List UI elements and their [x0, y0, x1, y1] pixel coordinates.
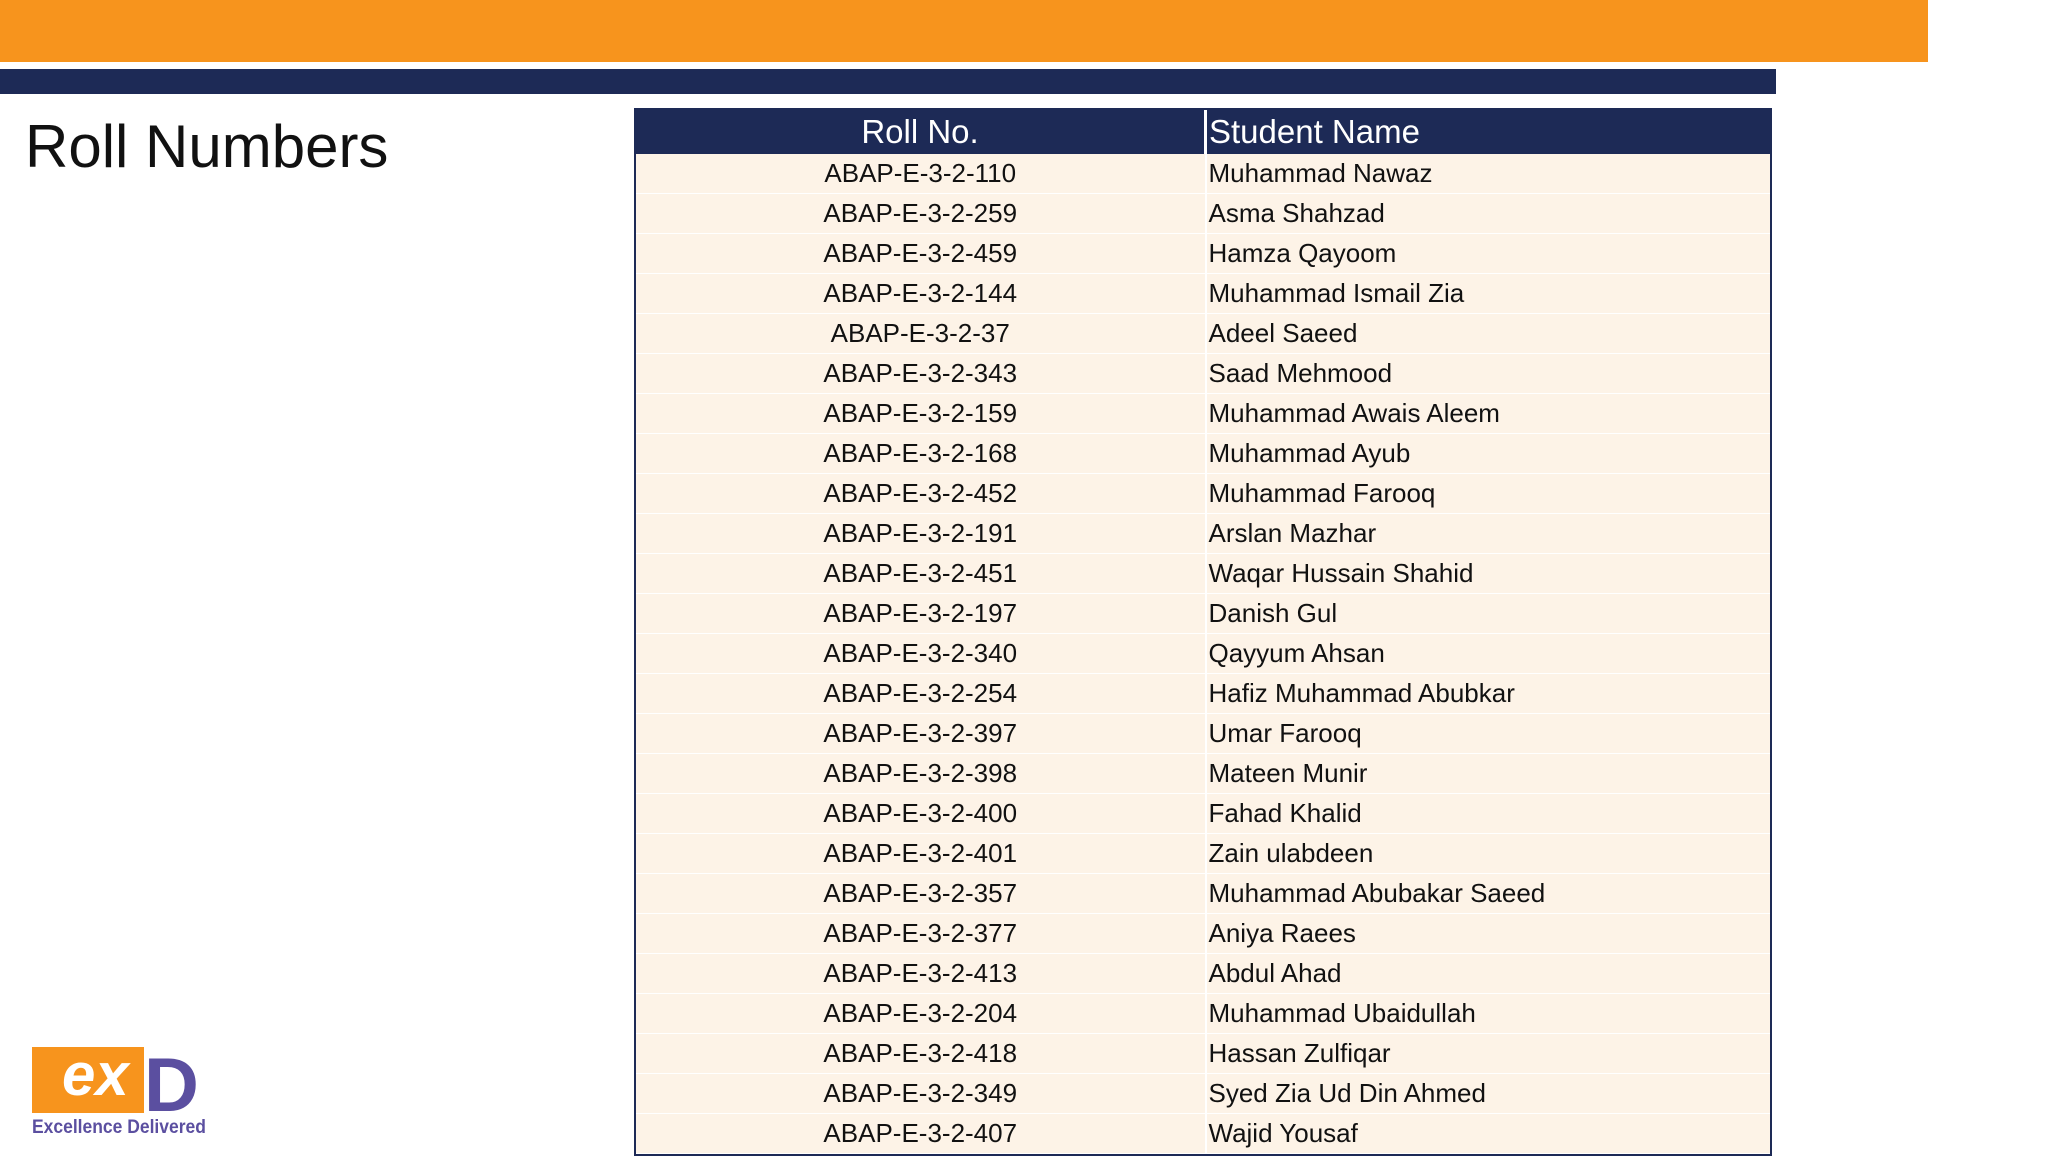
column-header-roll-no: Roll No.: [636, 110, 1206, 154]
roll-number-cell: ABAP-E-3-2-159: [636, 394, 1206, 434]
student-name-cell: Hafiz Muhammad Abubkar: [1206, 674, 1771, 714]
roll-number-cell: ABAP-E-3-2-349: [636, 1074, 1206, 1114]
roll-number-cell: ABAP-E-3-2-413: [636, 954, 1206, 994]
student-name-cell: Abdul Ahad: [1206, 954, 1771, 994]
roll-number-cell: ABAP-E-3-2-37: [636, 314, 1206, 354]
roll-number-cell: ABAP-E-3-2-204: [636, 994, 1206, 1034]
exd-logo: [32, 1043, 212, 1143]
roll-number-cell: ABAP-E-3-2-401: [636, 834, 1206, 874]
table-row: [636, 794, 1770, 834]
table-row: [636, 914, 1770, 954]
student-name-cell: Saad Mehmood: [1206, 354, 1771, 394]
student-name-cell: Muhammad Nawaz: [1206, 154, 1771, 194]
student-name-cell: Muhammad Awais Aleem: [1206, 394, 1771, 434]
roll-number-cell: ABAP-E-3-2-191: [636, 514, 1206, 554]
table-row: [636, 154, 1770, 194]
roll-number-cell: ABAP-E-3-2-452: [636, 474, 1206, 514]
header-band: [0, 69, 1776, 94]
roll-number-cell: ABAP-E-3-2-357: [636, 874, 1206, 914]
roll-number-cell: ABAP-E-3-2-254: [636, 674, 1206, 714]
roll-number-cell: ABAP-E-3-2-418: [636, 1034, 1206, 1074]
roll-number-cell: ABAP-E-3-2-144: [636, 274, 1206, 314]
table-row: [636, 274, 1770, 314]
student-name-cell: Wajid Yousaf: [1206, 1114, 1771, 1154]
roll-number-cell: ABAP-E-3-2-377: [636, 914, 1206, 954]
roll-number-cell: ABAP-E-3-2-451: [636, 554, 1206, 594]
table-row: [636, 594, 1770, 634]
student-name-cell: Waqar Hussain Shahid: [1206, 554, 1771, 594]
table-row: [636, 394, 1770, 434]
student-name-cell: Qayyum Ahsan: [1206, 634, 1771, 674]
table-row: [636, 354, 1770, 394]
table-row: [636, 754, 1770, 794]
table-row: [636, 1114, 1770, 1154]
roll-number-cell: ABAP-E-3-2-197: [636, 594, 1206, 634]
roll-number-cell: ABAP-E-3-2-259: [636, 194, 1206, 234]
table-row: [636, 874, 1770, 914]
roll-number-cell: ABAP-E-3-2-397: [636, 714, 1206, 754]
table-row: [636, 994, 1770, 1034]
table-row: [636, 634, 1770, 674]
table-row: [636, 514, 1770, 554]
table-row: [636, 194, 1770, 234]
svg-text:ex: ex: [62, 1043, 129, 1108]
roll-number-cell: ABAP-E-3-2-340: [636, 634, 1206, 674]
table-row: [636, 554, 1770, 594]
table-row: [636, 434, 1770, 474]
student-name-cell: Adeel Saeed: [1206, 314, 1771, 354]
student-name-cell: Syed Zia Ud Din Ahmed: [1206, 1074, 1771, 1114]
table-row: [636, 714, 1770, 754]
roll-number-cell: ABAP-E-3-2-400: [636, 794, 1206, 834]
student-name-cell: Muhammad Ismail Zia: [1206, 274, 1771, 314]
roll-number-cell: ABAP-E-3-2-407: [636, 1114, 1206, 1154]
table-row: [636, 1034, 1770, 1074]
student-name-cell: Hamza Qayoom: [1206, 234, 1771, 274]
student-name-cell: Umar Farooq: [1206, 714, 1771, 754]
table-row: [636, 674, 1770, 714]
student-name-cell: Muhammad Ubaidullah: [1206, 994, 1771, 1034]
table-row: [636, 954, 1770, 994]
table-header-row: [636, 110, 1770, 154]
table-row: [636, 234, 1770, 274]
roll-number-cell: ABAP-E-3-2-168: [636, 434, 1206, 474]
slide-title: Roll Numbers: [25, 113, 389, 180]
student-name-cell: Zain ulabdeen: [1206, 834, 1771, 874]
table-row: [636, 834, 1770, 874]
student-name-cell: Hassan Zulfiqar: [1206, 1034, 1771, 1074]
column-header-student-name: Student Name: [1206, 110, 1771, 154]
student-name-cell: Arslan Mazhar: [1206, 514, 1771, 554]
table-row: [636, 1074, 1770, 1114]
roll-number-cell: ABAP-E-3-2-110: [636, 154, 1206, 194]
student-name-cell: Muhammad Farooq: [1206, 474, 1771, 514]
table-row: [636, 474, 1770, 514]
roll-number-cell: ABAP-E-3-2-398: [636, 754, 1206, 794]
table-row: [636, 314, 1770, 354]
roll-number-cell: ABAP-E-3-2-343: [636, 354, 1206, 394]
logo-tagline: Excellence Delivered: [32, 1117, 206, 1138]
roll-number-table: [634, 108, 1772, 1156]
student-name-cell: Danish Gul: [1206, 594, 1771, 634]
student-name-cell: Fahad Khalid: [1206, 794, 1771, 834]
student-name-cell: Muhammad Abubakar Saeed: [1206, 874, 1771, 914]
exd-logo-icon: [32, 1043, 212, 1115]
student-name-cell: Asma Shahzad: [1206, 194, 1771, 234]
student-name-cell: Muhammad Ayub: [1206, 434, 1771, 474]
svg-text:D: D: [144, 1043, 199, 1115]
student-name-cell: Mateen Munir: [1206, 754, 1771, 794]
roll-number-cell: ABAP-E-3-2-459: [636, 234, 1206, 274]
student-name-cell: Aniya Raees: [1206, 914, 1771, 954]
header-accent-bar: [0, 0, 1928, 62]
